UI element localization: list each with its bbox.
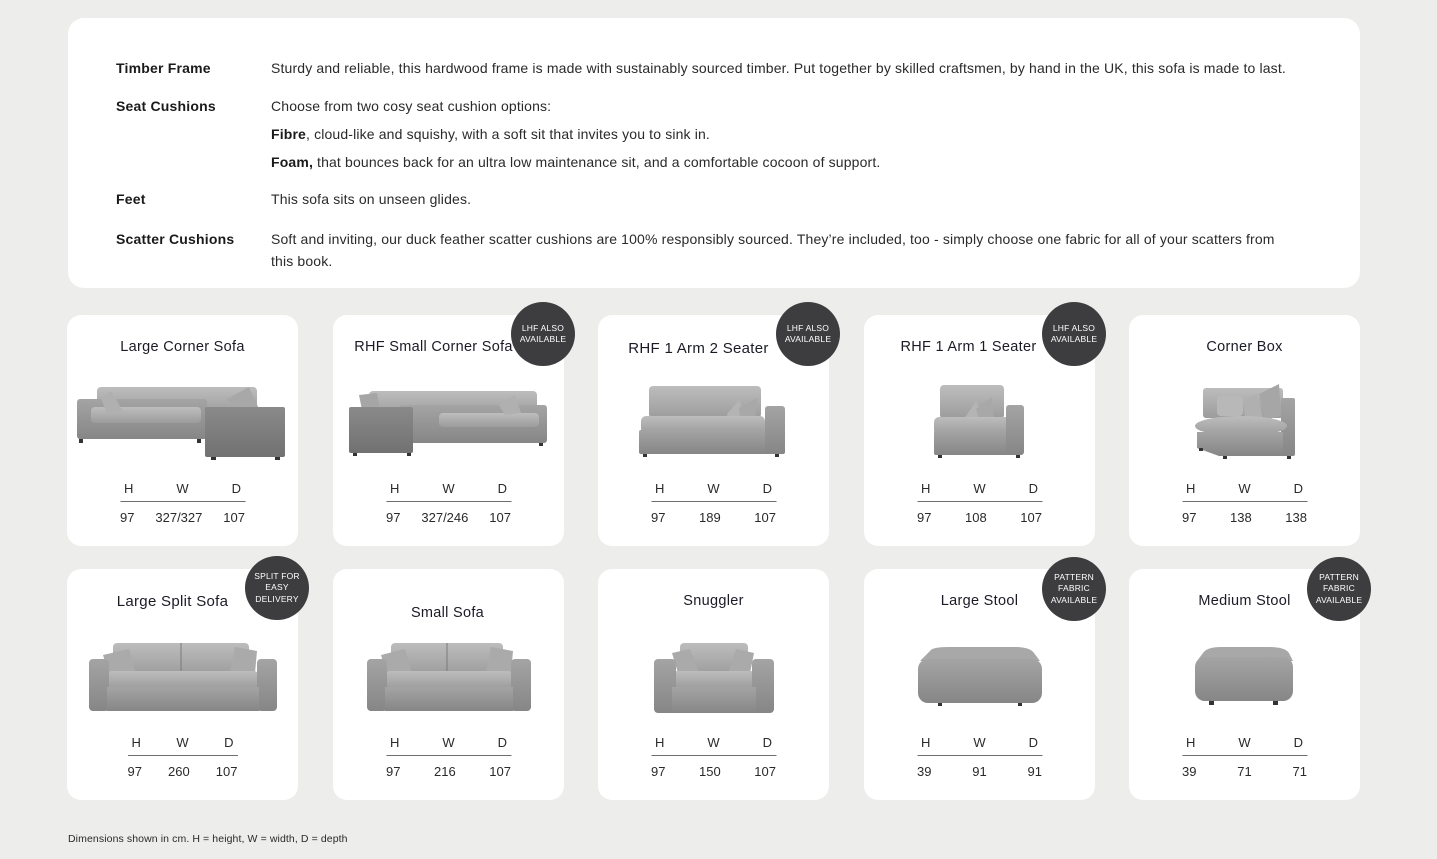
height-value: 97 [1182, 510, 1197, 525]
dimensions-table: H W D 97 216 107 [386, 735, 511, 779]
spec-text: Choose from two cosy seat cushion options: Fibre, cloud-like and squishy, with a soft sit that invites you to sink in. Foam, that bounces back for an ultra low maintenance sit, and a comfortable cocoon of support. [271, 98, 881, 170]
spec-scatter-cushions [116, 228, 1320, 278]
small-sofa-image [333, 635, 564, 719]
width-value: 91 [972, 764, 987, 779]
rhf-small-corner-sofa-image [333, 379, 564, 463]
spec-text: Sturdy and reliable, this hardwood frame is made with sustainably sourced timber. Put together by skilled craftsmen, by hand in the UK, this sofa is made to last. [271, 60, 1286, 76]
depth-value: 107 [223, 510, 245, 525]
dimensions-table: H W D 97 150 107 [651, 735, 776, 779]
height-value: 97 [127, 764, 142, 779]
product-title: RHF Small Corner Sofa [354, 339, 513, 355]
dimensions-table: H W D 39 71 71 [1182, 735, 1307, 779]
corner-box-image [1129, 379, 1360, 463]
height-value: 97 [651, 510, 666, 525]
dimensions-table: H W D 97 327/327 107 [120, 481, 245, 525]
spec-timber-frame [116, 57, 1320, 85]
depth-value: 107 [215, 764, 238, 779]
width-value: 108 [965, 510, 987, 525]
dimensions-table: H W D 97 260 107 [127, 735, 238, 779]
split-for-easy-delivery-badge: SPLIT FOR EASY DELIVERY [245, 556, 309, 620]
dimensions-table: H W D 39 91 91 [917, 735, 1042, 779]
large-stool-image [864, 635, 1095, 719]
height-value: 97 [651, 764, 666, 779]
width-value: 138 [1230, 510, 1252, 525]
width-value: 216 [434, 764, 456, 779]
height-value: 97 [120, 510, 135, 525]
product-title: Corner Box [1206, 339, 1283, 355]
lhf-also-available-badge: LHF ALSO AVAILABLE [511, 302, 575, 366]
product-title: Large Split Sofa [116, 593, 229, 610]
product-title: Small Sofa [410, 605, 485, 621]
product-title: RHF 1 Arm 1 Seater [900, 339, 1037, 355]
depth-value: 107 [489, 764, 511, 779]
foam-option: Foam, [271, 154, 313, 170]
product-title: RHF 1 Arm 2 Seater [628, 340, 769, 357]
specification-panel [68, 18, 1360, 288]
fibre-option: Fibre [271, 126, 306, 142]
height-value: 97 [386, 764, 401, 779]
dimensions-table: H W D 97 189 107 [651, 481, 776, 525]
dimensions-table: H W D 97 327/246 107 [386, 481, 511, 525]
snuggler-image [598, 635, 829, 719]
pattern-fabric-available-badge: PATTERN FABRIC AVAILABLE [1307, 557, 1371, 621]
spec-feet [116, 188, 1320, 216]
spec-text: Soft and inviting, our duck feather scatter cushions are 100% responsibly sourced. They’re included, too - simply choose one fabric for all of your scatters from this book. [271, 231, 1275, 269]
width-value: 260 [168, 764, 190, 779]
spec-label: Feet [116, 191, 146, 207]
rhf-1-arm-1-seater-image [864, 379, 1095, 463]
height-value: 97 [917, 510, 932, 525]
depth-value: 91 [1027, 764, 1042, 779]
spec-seat-cushions [116, 95, 1320, 179]
lhf-also-available-badge: LHF ALSO AVAILABLE [1042, 302, 1106, 366]
width-value: 189 [699, 510, 721, 525]
spec-label: Seat Cushions [116, 98, 216, 114]
large-corner-sofa-image [67, 379, 298, 463]
depth-value: 107 [754, 510, 776, 525]
product-title: Large Corner Sofa [120, 339, 245, 355]
dimensions-footnote: Dimensions shown in cm. H = height, W = width, D = depth [68, 833, 348, 845]
spec-label: Scatter Cushions [116, 231, 235, 247]
depth-value: 107 [754, 764, 776, 779]
height-value: 39 [917, 764, 932, 779]
product-title: Large Stool [940, 593, 1019, 609]
dimensions-table: H W D 97 138 138 [1182, 481, 1307, 525]
width-value: 327/327 [155, 510, 203, 525]
product-title: Snuggler [683, 593, 744, 609]
height-value: 39 [1182, 764, 1197, 779]
spec-label: Timber Frame [116, 60, 211, 76]
depth-value: 138 [1285, 510, 1307, 525]
dimensions-table: H W D 97 108 107 [917, 481, 1042, 525]
width-value: 71 [1237, 764, 1252, 779]
product-card-corner-box [1129, 315, 1360, 546]
width-value: 150 [699, 764, 721, 779]
product-card-small-sofa [333, 569, 564, 800]
depth-value: 71 [1292, 764, 1307, 779]
rhf-1-arm-2-seater-image [598, 379, 829, 463]
large-split-sofa-image [67, 635, 298, 719]
product-card-large-corner-sofa [67, 315, 298, 546]
lhf-also-available-badge: LHF ALSO AVAILABLE [776, 302, 840, 366]
depth-value: 107 [489, 510, 511, 525]
width-value: 327/246 [421, 510, 469, 525]
medium-stool-image [1129, 635, 1360, 719]
product-title: Medium Stool [1198, 593, 1291, 609]
spec-text: This sofa sits on unseen glides. [271, 191, 472, 207]
height-value: 97 [386, 510, 401, 525]
product-card-snuggler [598, 569, 829, 800]
pattern-fabric-available-badge: PATTERN FABRIC AVAILABLE [1042, 557, 1106, 621]
depth-value: 107 [1020, 510, 1042, 525]
